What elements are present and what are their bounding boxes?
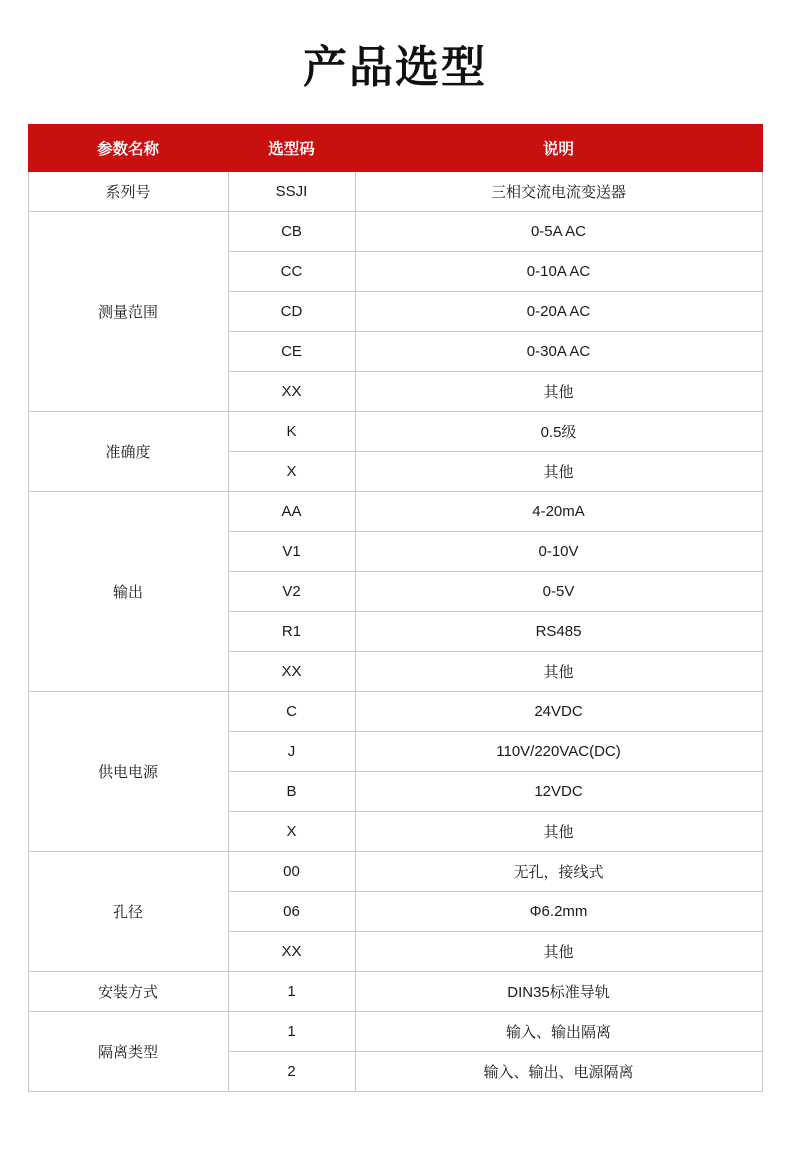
description-cell: 其他 (355, 932, 762, 972)
column-header-code: 选型码 (228, 125, 355, 172)
code-cell: C (228, 692, 355, 732)
column-header-description: 说明 (355, 125, 762, 172)
code-cell: CC (228, 252, 355, 292)
code-cell: R1 (228, 612, 355, 652)
description-cell: 0-10A AC (355, 252, 762, 292)
table-row (28, 692, 762, 732)
description-cell: 输入、输出、电源隔离 (355, 1052, 762, 1092)
code-cell: V1 (228, 532, 355, 572)
table-row (28, 492, 762, 532)
description-cell: 其他 (355, 652, 762, 692)
description-cell: 其他 (355, 372, 762, 412)
code-cell: XX (228, 652, 355, 692)
table-row (28, 412, 762, 452)
description-cell: 无孔，接线式 (355, 852, 762, 892)
description-cell: 0-5A AC (355, 212, 762, 252)
code-cell: AA (228, 492, 355, 532)
code-cell: X (228, 452, 355, 492)
table-row (28, 972, 762, 1012)
description-cell: 12VDC (355, 772, 762, 812)
param-name-cell: 准确度 (28, 412, 228, 492)
code-cell: 2 (228, 1052, 355, 1092)
code-cell: J (228, 732, 355, 772)
param-name-cell: 孔径 (28, 852, 228, 972)
table-header (28, 125, 762, 172)
code-cell: 1 (228, 1012, 355, 1052)
param-name-cell: 安装方式 (28, 972, 228, 1012)
code-cell: B (228, 772, 355, 812)
code-cell: V2 (228, 572, 355, 612)
table-header-row (28, 125, 762, 172)
table-row (28, 1012, 762, 1052)
table-body (28, 172, 762, 1092)
description-cell: 4-20mA (355, 492, 762, 532)
table-row (28, 172, 762, 212)
description-cell: Φ6.2mm (355, 892, 762, 932)
param-name-cell: 系列号 (28, 172, 228, 212)
code-cell: CB (228, 212, 355, 252)
column-header-param-name: 参数名称 (28, 125, 228, 172)
code-cell: 1 (228, 972, 355, 1012)
description-cell: 0-20A AC (355, 292, 762, 332)
description-cell: 三相交流电流变送器 (355, 172, 762, 212)
code-cell: 00 (228, 852, 355, 892)
description-cell: 0-5V (355, 572, 762, 612)
table-row (28, 852, 762, 892)
code-cell: XX (228, 932, 355, 972)
description-cell: 110V/220VAC(DC) (355, 732, 762, 772)
description-cell: 其他 (355, 812, 762, 852)
page-title: 产品选型 (303, 43, 487, 92)
code-cell: CE (228, 332, 355, 372)
code-cell: X (228, 812, 355, 852)
description-cell: 输入、输出隔离 (355, 1012, 762, 1052)
description-cell: 0-30A AC (355, 332, 762, 372)
param-name-cell: 测量范围 (28, 212, 228, 412)
param-name-cell: 输出 (28, 492, 228, 692)
code-cell: SSJI (228, 172, 355, 212)
description-cell: DIN35标准导轨 (355, 972, 762, 1012)
param-name-cell: 供电电源 (28, 692, 228, 852)
table-row (28, 212, 762, 252)
description-cell: 其他 (355, 452, 762, 492)
param-name-cell: 隔离类型 (28, 1012, 228, 1092)
code-cell: 06 (228, 892, 355, 932)
selection-table (28, 124, 763, 1092)
code-cell: K (228, 412, 355, 452)
description-cell: 24VDC (355, 692, 762, 732)
description-cell: RS485 (355, 612, 762, 652)
code-cell: XX (228, 372, 355, 412)
description-cell: 0.5级 (355, 412, 762, 452)
code-cell: CD (228, 292, 355, 332)
description-cell: 0-10V (355, 532, 762, 572)
